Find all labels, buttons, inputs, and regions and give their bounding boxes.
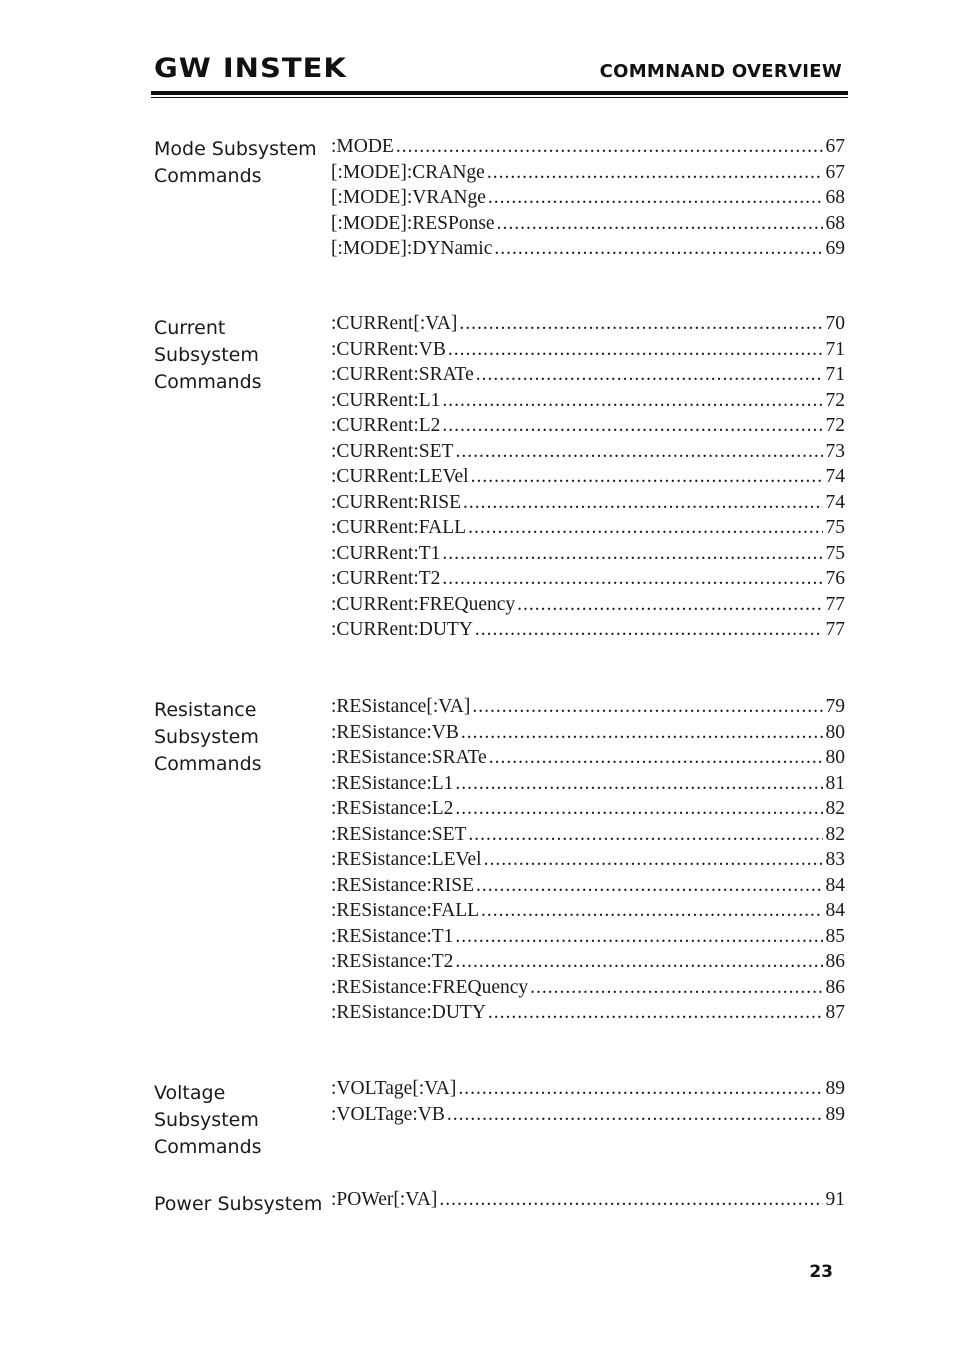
- command-name: :RESistance:T2: [331, 951, 454, 972]
- toc-entry[interactable]: [331, 362, 845, 388]
- dot-leader: [396, 134, 823, 160]
- dot-leader: [455, 771, 822, 797]
- page-reference: 75: [825, 542, 845, 564]
- page-reference: 77: [825, 619, 845, 640]
- dot-leader: [489, 745, 823, 771]
- command-name: :RESistance:DUTY: [331, 1002, 486, 1023]
- page-reference: 80: [825, 721, 845, 743]
- dot-leader: [472, 694, 822, 720]
- dot-leader: [458, 1076, 822, 1102]
- page-reference: 74: [825, 466, 845, 487]
- command-name: :MODE: [331, 136, 394, 157]
- command-name: :RESistance:VB: [331, 721, 459, 743]
- page-reference: 86: [825, 976, 845, 998]
- page-reference: 86: [825, 951, 845, 972]
- toc-entry[interactable]: [331, 771, 845, 797]
- command-name: :CURRent:T2: [331, 568, 441, 589]
- dot-leader: [475, 617, 823, 643]
- header-rule-thick: [151, 91, 848, 95]
- dot-leader: [488, 185, 823, 211]
- page-reference: 68: [825, 187, 845, 208]
- page-reference: 74: [825, 491, 845, 513]
- command-name: [:MODE]:CRANge: [331, 161, 485, 183]
- page-reference: 69: [825, 238, 845, 259]
- page-reference: 79: [825, 696, 845, 717]
- dot-leader: [461, 720, 823, 746]
- command-name: :CURRent:L1: [331, 389, 441, 411]
- dot-leader: [455, 949, 822, 975]
- logo: GW INSTEK: [154, 52, 347, 84]
- toc-entry[interactable]: [331, 822, 845, 848]
- header-rule-thin: [151, 97, 848, 98]
- command-name: :RESistance:LEVel: [331, 849, 482, 870]
- page-reference: 73: [825, 440, 845, 462]
- toc-entry[interactable]: [331, 566, 845, 592]
- section-title: Voltage Subsystem Commands: [154, 1082, 262, 1158]
- page-reference: 77: [825, 593, 845, 615]
- page-reference: 83: [825, 849, 845, 870]
- dot-leader: [476, 873, 823, 899]
- command-name: :CURRent:VB: [331, 338, 446, 360]
- page-reference: 82: [825, 823, 845, 845]
- dot-leader: [442, 413, 822, 439]
- header-title: COMMNAND OVERVIEW: [599, 61, 842, 82]
- dot-leader: [487, 160, 823, 186]
- command-name: :CURRent:SRATe: [331, 364, 474, 385]
- page-reference: 75: [825, 517, 845, 538]
- page-reference: 87: [825, 1002, 845, 1023]
- page-reference: 85: [825, 925, 845, 947]
- dot-leader: [455, 439, 822, 465]
- dot-leader: [455, 796, 822, 822]
- toc-entry[interactable]: [331, 847, 845, 873]
- dot-leader: [439, 1187, 822, 1213]
- dot-leader: [468, 822, 822, 848]
- command-name: :CURRent:FREQuency: [331, 593, 516, 615]
- page-reference: 71: [825, 364, 845, 385]
- page-reference: 84: [825, 874, 845, 896]
- toc-entry[interactable]: [331, 745, 845, 771]
- command-name: :RESistance:SRATe: [331, 747, 487, 768]
- command-name: :VOLTage:VB: [331, 1103, 445, 1125]
- section-title: Resistance Subsystem Commands: [154, 699, 262, 775]
- command-name: :RESistance:FALL: [331, 900, 480, 921]
- toc-entry[interactable]: [331, 337, 845, 363]
- toc-entry[interactable]: [331, 311, 845, 337]
- toc-entry[interactable]: [331, 694, 845, 720]
- toc-entry[interactable]: [331, 185, 845, 211]
- dot-leader: [494, 236, 822, 262]
- page-reference: 72: [825, 415, 845, 436]
- command-name: :CURRent:L2: [331, 415, 441, 436]
- dot-leader: [517, 592, 822, 618]
- command-name: :CURRent:T1: [331, 542, 441, 564]
- toc-entry[interactable]: [331, 134, 845, 160]
- command-name: [:MODE]:DYNamic: [331, 238, 493, 259]
- command-name: [:MODE]:VRANge: [331, 187, 486, 208]
- page-reference: 70: [825, 313, 845, 334]
- toc-entry[interactable]: [331, 898, 845, 924]
- toc-entry[interactable]: [331, 617, 845, 643]
- toc-entry[interactable]: [331, 490, 845, 516]
- toc-entry[interactable]: [331, 949, 845, 975]
- toc-entry[interactable]: [331, 439, 845, 465]
- command-name: :RESistance:RISE: [331, 874, 474, 896]
- toc-entry[interactable]: [331, 388, 845, 414]
- dot-leader: [484, 847, 823, 873]
- toc-entry[interactable]: [331, 160, 845, 186]
- command-name: :RESistance:L1: [331, 772, 454, 794]
- dot-leader: [463, 490, 822, 516]
- command-name: :CURRent:SET: [331, 440, 454, 462]
- dot-leader: [497, 211, 823, 237]
- page-reference: 84: [825, 900, 845, 921]
- command-name: :CURRent:RISE: [331, 491, 462, 513]
- command-name: :CURRent:FALL: [331, 517, 467, 538]
- toc-entry[interactable]: [331, 873, 845, 899]
- page-reference: 67: [825, 136, 845, 157]
- section-title: Mode Subsystem Commands: [154, 138, 317, 187]
- page-reference: 80: [825, 747, 845, 768]
- toc-entry[interactable]: [331, 1102, 845, 1128]
- page-reference: 82: [825, 798, 845, 819]
- command-name: :RESistance:L2: [331, 798, 454, 819]
- page-reference: 91: [825, 1189, 845, 1210]
- page-number: 23: [809, 1262, 833, 1282]
- dot-leader: [455, 924, 822, 950]
- dot-leader: [447, 1102, 823, 1128]
- command-name: :RESistance:T1: [331, 925, 454, 947]
- toc-entry[interactable]: [331, 464, 845, 490]
- page-reference: 89: [825, 1103, 845, 1125]
- command-name: :VOLTage[:VA]: [331, 1078, 457, 1099]
- section-title: Power Subsystem: [154, 1193, 323, 1215]
- command-name: :CURRent:LEVel: [331, 466, 469, 487]
- command-name: :POWer[:VA]: [331, 1189, 438, 1210]
- toc-entry[interactable]: [331, 720, 845, 746]
- dot-leader: [448, 337, 823, 363]
- dot-leader: [468, 515, 822, 541]
- command-name: :RESistance:SET: [331, 823, 467, 845]
- command-name: :CURRent:DUTY: [331, 619, 473, 640]
- page-reference: 67: [825, 161, 845, 183]
- page-reference: 89: [825, 1078, 845, 1099]
- toc-entry[interactable]: [331, 592, 845, 618]
- toc-entry[interactable]: [331, 796, 845, 822]
- dot-leader: [476, 362, 823, 388]
- dot-leader: [459, 311, 822, 337]
- command-name: :RESistance:FREQuency: [331, 976, 529, 998]
- toc-entry[interactable]: [331, 975, 845, 1001]
- dot-leader: [530, 975, 822, 1001]
- dot-leader: [488, 1000, 823, 1026]
- toc-entry[interactable]: [331, 1076, 845, 1102]
- page-reference: 76: [825, 568, 845, 589]
- command-name: :RESistance[:VA]: [331, 696, 471, 717]
- toc-entry[interactable]: [331, 1000, 845, 1026]
- dot-leader: [471, 464, 823, 490]
- toc-entry[interactable]: [331, 515, 845, 541]
- page-reference: 71: [825, 338, 845, 360]
- dot-leader: [481, 898, 822, 924]
- page-reference: 68: [825, 212, 845, 234]
- toc-entry[interactable]: [331, 924, 845, 950]
- page-reference: 72: [825, 389, 845, 411]
- command-name: [:MODE]:RESPonse: [331, 212, 495, 234]
- toc-entry[interactable]: [331, 1187, 845, 1213]
- page-reference: 81: [825, 772, 845, 794]
- dot-leader: [442, 566, 822, 592]
- dot-leader: [442, 541, 822, 567]
- toc-entry[interactable]: [331, 413, 845, 439]
- toc-entry[interactable]: [331, 236, 845, 262]
- section-title: Current Subsystem Commands: [154, 317, 262, 393]
- command-name: :CURRent[:VA]: [331, 313, 458, 334]
- toc-entry[interactable]: [331, 541, 845, 567]
- toc-entry[interactable]: [331, 211, 845, 237]
- dot-leader: [442, 388, 822, 414]
